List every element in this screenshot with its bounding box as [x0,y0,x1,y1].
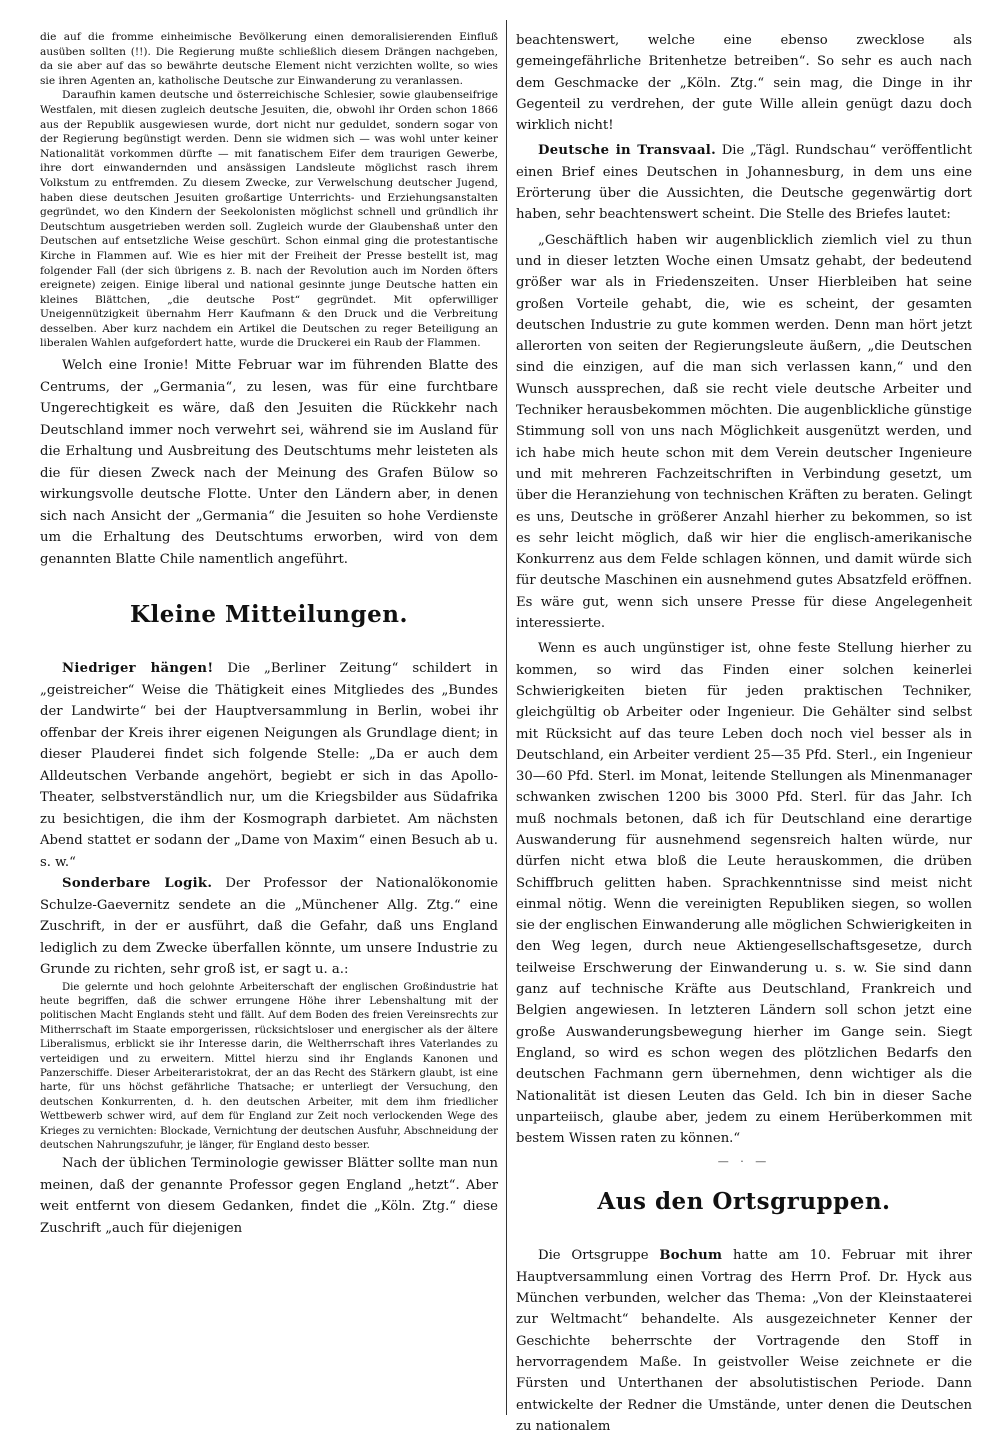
right-column [516,30,972,1434]
section-heading-kleine-mitteilungen: Kleine Mitteilungen. [130,601,408,629]
left-paragraph-5-text: Der Professor der Nationalökonomie Schulze-Gaevernitz sendete an die „Münchener Allg. Ztg.“ eine Zuschrift, in der er ausführt, daß die Gefahr, daß uns England lediglich zu dem Zwecke überfallen könnte, um unsere Industrie zu Grunde zu richten, sehr groß ist, er sagt u. a.: [40,876,498,978]
left-column [40,30,498,1415]
left-paragraph-2: Daraufhin kamen deutsche und österreichische Schlesier, sowie glaubenseifrige Westfalen, mit diesen zugleich deutsche Jesuiten, die, obwohl ihr Orden schon 1866 aus der Republik ausgewiesen wurde, dort nicht nur geduldet, sondern sogar von der Regierung begünstigt werden. Denn sie widmen sich — was wohl unter keiner Nationalität vorkommen dürfte — mit fanatischem Eifer dem traurigen Gewerbe, ihre dort einwandernden und ansässigen Landsleute möglichst rasch ihrem Volkstum zu entfremden. Zu diesem Zwecke, zur Verwelschung deutscher Jugend, haben diese deutschen Jesuiten großartige Unterrichts- und Erziehungsanstalten gegründet, wo den Kindern der Seekolonisten möglichst schnell und gründlich ihr Deutschtum ausgetrieben werden soll. Zugleich wurde der Glaubenshaß unter den Deutschen auf entsetzliche Weise geschürt. Schon einmal ging die protestantische Kirche in Flammen auf. Wie es hier mit der Freiheit der Presse bestellt ist, mag folgender Fall (der sich übrigens z. B. nach der Revolution auch im Norden öfters ereignete) zeigen. Einige liberal und national gesinnte junge Deutsche hatten ein kleines Blättchen, „die deutsche Post“ gegründet. Mit opferwilliger Uneigennützigkeit übernahm Herr Kaufmann & den Druck und die Verbreitung desselben. Aber kurz nachdem ein Artikel die Deutschen zu reger Beteiligung an liberalen Wahlen aufgefordert hatte, wurde die Druckerei ein Raub der Flammen. [40,89,498,350]
right-paragraph-1: beachtenswert, welche eine ebenso zwecklose als gemeingefährliche Britenhetze betreiben“. So sehr es auch nach dem Geschmacke der „Köln. Ztg.“ sein mag, die Dinge in ihr Gegenteil zu verdrehen, der gute Wille allein genügt dazu doch wirklich nicht! [516,33,972,134]
section-heading-aus-den-ortsgruppen: Aus den Ortsgruppen. [597,1188,891,1216]
keyword-bochum: Bochum [659,1248,723,1264]
right-paragraph-5 [516,1245,972,1437]
left-paragraph-1: die auf die fromme einheimische Bevölkerung einen demoralisierenden Einfluß ausüben sollten (!!). Die Regierung mußte schließlich diesem Drängen nachgeben, da sie aber auf das so bewährte deutsche Element nicht verzichten wollte, so wies sie ihren Agenten an, katholische Deutsche zur Einwanderung zu veranlassen. [40,31,498,87]
block-quote: Die gelernte und hoch gelohnte Arbeiterschaft der englischen Großindustrie hat heute begriffen, daß die schwer errungene Höhe ihrer Lebenshaltung mit der politischen Macht Englands steht und fällt. Auf dem Boden des freien Vereinsrechts zur Mitherrschaft im Staate emporgerissen, rücksichtsloser und energischer als der ältere Liberalismus, erblickt sie ihr Interesse darin, die Weltherrschaft ihres Vaterlandes zu verteidigen und zu erweitern. Mittel hierzu sind ihr Englands Kanonen und Panzerschiffe. Dieser Arbeiteraristokrat, der an das Recht des Stärkern glaubt, ist eine harte, für uns höchst gefährliche Thatsache; er unterliegt der Versuchung, den deutschen Konkurrenten, d. h. den deutschen Arbeiter, mit dem ihm friedlicher Wettbewerb schwer wird, auf dem für England zur Zeit noch verlockenden Wege des Krieges zu vernichten: Blockade, Vernichtung der deutschen Ausfuhr, Abschneidung der deutschen Nahrungszufuhr, je länger, für England desto besser. [40,981,498,1152]
keyword-sonderbare-logik: Sonderbare Logik. [62,876,213,892]
right-paragraph-2-text: Die „Tägl. Rundschau“ veröffentlicht einen Brief eines Deutschen in Johannesburg, in dem uns eine Erörterung über die Aussichten, die Deutsche gegenwärtig dort haben, sehr beachtenswert scheint. Die Stelle des Briefes lautet: [516,143,972,223]
left-paragraph-4 [40,658,498,873]
right-paragraph-2 [516,140,972,225]
keyword-niedriger-haengen: Niedriger hängen! [62,661,214,677]
right-paragraph-4: Wenn es auch ungünstiger ist, ohne feste Stellung hierher zu kommen, so wird das Finden einer solchen keinerlei Schwierigkeiten bieten für jeden praktischen Techniker, gleichgültig ob Arbeiter oder Ingenieur. Die Gehälter sind selbst mit Rücksicht auf das teure Leben doch noch viel besser als in Deutschland, ein Arbeiter verdient 25—35 Pfd. Sterl., ein Ingenieur 30—60 Pfd. Sterl. im Monat, leitende Stellungen als Minenmanager schwanken zwischen 1200 bis 3000 Pfd. Sterl. für das Jahr. Ich muß nochmals betonen, daß ich für Deutschland eine derartige Auswanderung für ausnehmend segensreich halten würde, nur dürfen nicht etwa bloß die Leute herauskommen, die drüben Schiffbruch gelitten haben. Sprachkenntnisse sind meist nicht einmal nötig. Wenn die vereinigten Republiken siegen, so wollen sie der englischen Einwanderung alle möglichen Schwierigkeiten in den Weg legen, durch neue Aktiengesellschaftsgesetze, durch teilweise Erschwerung der Einwanderung u. s. w. Sie sind dann ganz auf technische Kräfte aus Deutschland, Frankreich und Belgien angewiesen. In letzteren Ländern soll schon jetzt eine große Auswanderungsbewegung hierher im Gange sein. Siegt England, so wird es schon wegen des plötzlichen Bedarfs den deutschen Fachmann gern übernehmen, denn wichtiger als die Nationalität ist diesen Leuten das Geld. Ich bin in dieser Sache unparteiisch, glaube aber, jedem zu einem Herüberkommen mit bestem Wissen raten zu können.“ [516,641,972,1147]
right-paragraph-3: „Geschäftlich haben wir augenblicklich ziemlich viel zu thun und in dieser letzten Woche einen Umsatz gehabt, der bedeutend größer war als in Friedenszeiten. Unser Hierbleiben hat seine großen Vorteile gehabt, die, wie es scheint, der gesamten deutschen Industrie zu gute kommen werden. Denn man hört jetzt allerorten von seiten der Regierungsleute äußern, „die Deutschen sind die einzigen, auf die man sich verlassen kann,“ und den Wunsch aussprechen, daß sie recht viele deutsche Arbeiter und Techniker herausbekommen möchten. Die augenblickliche günstige Stimmung soll von uns nach Möglichkeit ausgenützt werden, und ich habe mich heute schon mit dem Verein deutscher Ingenieure und mit mehreren Fachzeitschriften in Verbindung gesetzt, um über die Heranziehung von technischen Kräften zu beraten. Gelingt es uns, Deutsche in größerer Anzahl hierher zu bekommen, so ist es sehr leicht möglich, daß wir hier die englisch-amerikanische Konkurrenz aus dem Felde schlagen können, und damit würde sich für deutsche Maschinen ein ausnehmend gutes Absatzfeld eröffnen. Es wäre gut, wenn sich unsere Presse für diese Angelegenheit interessierte. [516,232,972,632]
left-paragraph-6: Nach der üblichen Terminologie gewisser Blätter sollte man nun meinen, daß der genannte Professor gegen England „hetzt“. Aber weit entfernt von diesem Gedanken, findet die „Köln. Ztg.“ diese Zuschrift „auch für diejenigen [40,1156,498,1236]
left-paragraph-3: Welch eine Ironie! Mitte Februar war im führenden Blatte des Centrums, der „Germania“, zu lesen, was für eine furchtbare Ungerechtigkeit es wäre, daß den Jesuiten die Rückkehr nach Deutschland immer noch verwehrt sei, während sie im Ausland für die Erhaltung und Ausbreitung des Deutschtums mehr leisteten als die für diesen Zweck nach der Meinung des Grafen Bülow so wirkungsvolle deutsche Flotte. Unter den Ländern aber, in denen sich nach Ansicht der „Germania“ die Jesuiten so hohe Verdienste um die Erhaltung des Deutschtums erworben, wird von dem genannten Blatte Chile namentlich angeführt. [40,358,498,567]
right-paragraph-5-intro: Die Ortsgruppe [538,1248,660,1264]
right-paragraph-5-text: hatte am 10. Februar mit ihrer Hauptversammlung einen Vortrag des Herrn Prof. Dr. Hyck aus München verbunden, welcher das Thema: „Von der Kleinstaaterei zur Weltmacht“ behandelte. Als ausgezeichneter Kenner der Geschichte beherrschte der Vortragende den Stoff in hervorragendem Maße. In geistvoller Weise zeichnete er die Fürsten und Unterthanen der absolutistischen Periode. Dann entwickelte der Redner die Umstände, unter denen die Deutschen zu nationalem [516,1248,972,1434]
section-separator: — · — [717,1155,771,1169]
keyword-deutsche-in-transvaal: Deutsche in Transvaal. [538,143,717,159]
column-divider [506,20,507,1415]
left-paragraph-5 [40,873,498,981]
left-paragraph-4-text: Die „Berliner Zeitung“ schildert in „geistreicher“ Weise die Thätigkeit eines Mitgliedes des „Bundes der Landwirte“ bei der Hauptversammlung in Berlin, wobei ihr offenbar der Kreis ihrer eigenen Neigungen als Grundlage dient; in dieser Plauderei findet sich folgende Stelle: „Da er auch dem Alldeutschen Verbande angehört, begiebt er sich in das Apollo-Theater, selbstverständlich nur, um die Kriegsbilder aus Südafrika zu besichtigen, die ihm der Kosmograph darbietet. Am nächsten Abend stattet er sodann der „Dame von Maxim“ einen Besuch ab u. s. w.“ [40,661,498,870]
